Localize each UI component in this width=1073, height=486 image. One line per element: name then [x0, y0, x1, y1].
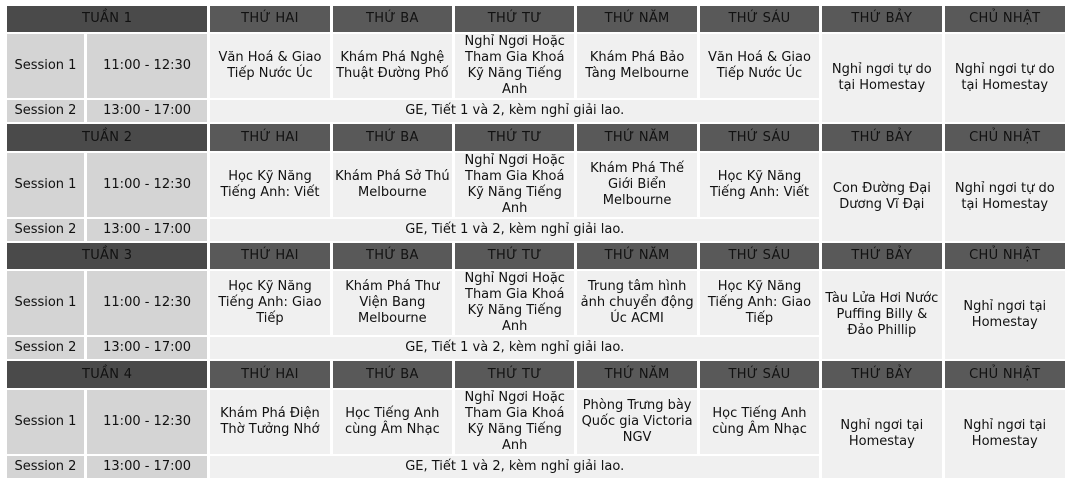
- activity-cell: Văn Hoá & Giao Tiếp Nước Úc: [700, 34, 819, 98]
- activity-cell: Trung tâm hình ảnh chuyển động Úc ACMI: [577, 271, 696, 335]
- ge-cell: GE, Tiết 1 và 2, kèm nghỉ giải lao.: [210, 337, 819, 359]
- saturday-cell: Con Đường Đại Dương Vĩ Đại: [822, 153, 941, 241]
- activity-cell: Học Kỹ Năng Tiếng Anh: Viết: [700, 153, 819, 217]
- week-header-row: [7, 124, 1065, 150]
- day-header: THỨ TƯ: [455, 124, 574, 150]
- session-label: Session 1: [7, 34, 84, 98]
- day-header: CHỦ NHẬT: [945, 6, 1065, 32]
- day-header: THỨ NĂM: [577, 243, 696, 269]
- week-title: TUẦN 4: [7, 361, 207, 387]
- activity-cell: Nghỉ Ngơi Hoặc Tham Gia Khoá Kỹ Năng Tiếng Anh: [455, 271, 574, 335]
- session-time: 13:00 - 17:00: [87, 219, 207, 241]
- activity-cell: Văn Hoá & Giao Tiếp Nước Úc: [210, 34, 329, 98]
- sunday-cell: Nghỉ ngơi tự do tại Homestay: [945, 153, 1065, 241]
- session-label: Session 2: [7, 337, 84, 359]
- session-1-row: [7, 390, 1065, 454]
- day-header: THỨ BA: [333, 124, 452, 150]
- day-header: THỨ BA: [333, 243, 452, 269]
- week-header-row: [7, 243, 1065, 269]
- activity-cell: Học Kỹ Năng Tiếng Anh: Giao Tiếp: [700, 271, 819, 335]
- day-header: THỨ TƯ: [455, 361, 574, 387]
- day-header: THỨ BẢY: [822, 361, 941, 387]
- session-label: Session 2: [7, 219, 84, 241]
- day-header: THỨ BẢY: [822, 243, 941, 269]
- activity-cell: Học Kỹ Năng Tiếng Anh: Viết: [210, 153, 329, 217]
- week-title: TUẦN 2: [7, 124, 207, 150]
- saturday-cell: Nghỉ ngơi tự do tại Homestay: [822, 34, 941, 122]
- day-header: THỨ BA: [333, 361, 452, 387]
- session-label: Session 1: [7, 153, 84, 217]
- sunday-cell: Nghỉ ngơi tại Homestay: [945, 271, 1065, 359]
- session-label: Session 2: [7, 456, 84, 478]
- session-1-row: [7, 153, 1065, 217]
- day-header: THỨ BẢY: [822, 6, 941, 32]
- schedule-table: [4, 4, 1068, 480]
- activity-cell: Khám Phá Điện Thờ Tưởng Nhớ: [210, 390, 329, 454]
- session-time: 11:00 - 12:30: [87, 153, 207, 217]
- day-header: THỨ TƯ: [455, 6, 574, 32]
- session-time: 13:00 - 17:00: [87, 456, 207, 478]
- sunday-cell: Nghỉ ngơi tại Homestay: [945, 390, 1065, 478]
- day-header: THỨ HAI: [210, 243, 329, 269]
- week-title: TUẦN 3: [7, 243, 207, 269]
- activity-cell: Học Kỹ Năng Tiếng Anh: Giao Tiếp: [210, 271, 329, 335]
- session-label: Session 2: [7, 100, 84, 122]
- session-label: Session 1: [7, 271, 84, 335]
- day-header: THỨ NĂM: [577, 124, 696, 150]
- activity-cell: Khám Phá Nghệ Thuật Đường Phố: [333, 34, 452, 98]
- activity-cell: Khám Phá Bảo Tàng Melbourne: [577, 34, 696, 98]
- week-title: TUẦN 1: [7, 6, 207, 32]
- activity-cell: Phòng Trưng bày Quốc gia Victoria NGV: [577, 390, 696, 454]
- activity-cell: Học Tiếng Anh cùng Âm Nhạc: [700, 390, 819, 454]
- session-1-row: [7, 34, 1065, 98]
- week-header-row: [7, 361, 1065, 387]
- session-time: 13:00 - 17:00: [87, 100, 207, 122]
- ge-cell: GE, Tiết 1 và 2, kèm nghỉ giải lao.: [210, 219, 819, 241]
- day-header: THỨ HAI: [210, 361, 329, 387]
- day-header: CHỦ NHẬT: [945, 124, 1065, 150]
- activity-cell: Khám Phá Thư Viện Bang Melbourne: [333, 271, 452, 335]
- day-header: THỨ SÁU: [700, 124, 819, 150]
- ge-cell: GE, Tiết 1 và 2, kèm nghỉ giải lao.: [210, 100, 819, 122]
- sunday-cell: Nghỉ ngơi tự do tại Homestay: [945, 34, 1065, 122]
- activity-cell: Nghỉ Ngơi Hoặc Tham Gia Khoá Kỹ Năng Tiếng Anh: [455, 390, 574, 454]
- session-1-row: [7, 271, 1065, 335]
- saturday-cell: Nghỉ ngơi tại Homestay: [822, 390, 941, 478]
- activity-cell: Nghỉ Ngơi Hoặc Tham Gia Khoá Kỹ Năng Tiếng Anh: [455, 153, 574, 217]
- activity-cell: Nghỉ Ngơi Hoặc Tham Gia Khoá Kỹ Năng Tiếng Anh: [455, 34, 574, 98]
- saturday-cell: Tàu Lửa Hơi Nước Puffing Billy & Đảo Phillip: [822, 271, 941, 359]
- day-header: THỨ BA: [333, 6, 452, 32]
- session-time: 11:00 - 12:30: [87, 34, 207, 98]
- day-header: THỨ BẢY: [822, 124, 941, 150]
- activity-cell: Khám Phá Sở Thú Melbourne: [333, 153, 452, 217]
- session-time: 11:00 - 12:30: [87, 390, 207, 454]
- session-label: Session 1: [7, 390, 84, 454]
- day-header: CHỦ NHẬT: [945, 243, 1065, 269]
- day-header: THỨ TƯ: [455, 243, 574, 269]
- ge-cell: GE, Tiết 1 và 2, kèm nghỉ giải lao.: [210, 456, 819, 478]
- day-header: THỨ HAI: [210, 6, 329, 32]
- day-header: THỨ SÁU: [700, 361, 819, 387]
- week-header-row: [7, 6, 1065, 32]
- session-time: 11:00 - 12:30: [87, 271, 207, 335]
- day-header: THỨ SÁU: [700, 6, 819, 32]
- day-header: THỨ HAI: [210, 124, 329, 150]
- day-header: THỨ NĂM: [577, 361, 696, 387]
- activity-cell: Học Tiếng Anh cùng Âm Nhạc: [333, 390, 452, 454]
- activity-cell: Khám Phá Thế Giới Biển Melbourne: [577, 153, 696, 217]
- day-header: THỨ NĂM: [577, 6, 696, 32]
- session-time: 13:00 - 17:00: [87, 337, 207, 359]
- day-header: THỨ SÁU: [700, 243, 819, 269]
- day-header: CHỦ NHẬT: [945, 361, 1065, 387]
